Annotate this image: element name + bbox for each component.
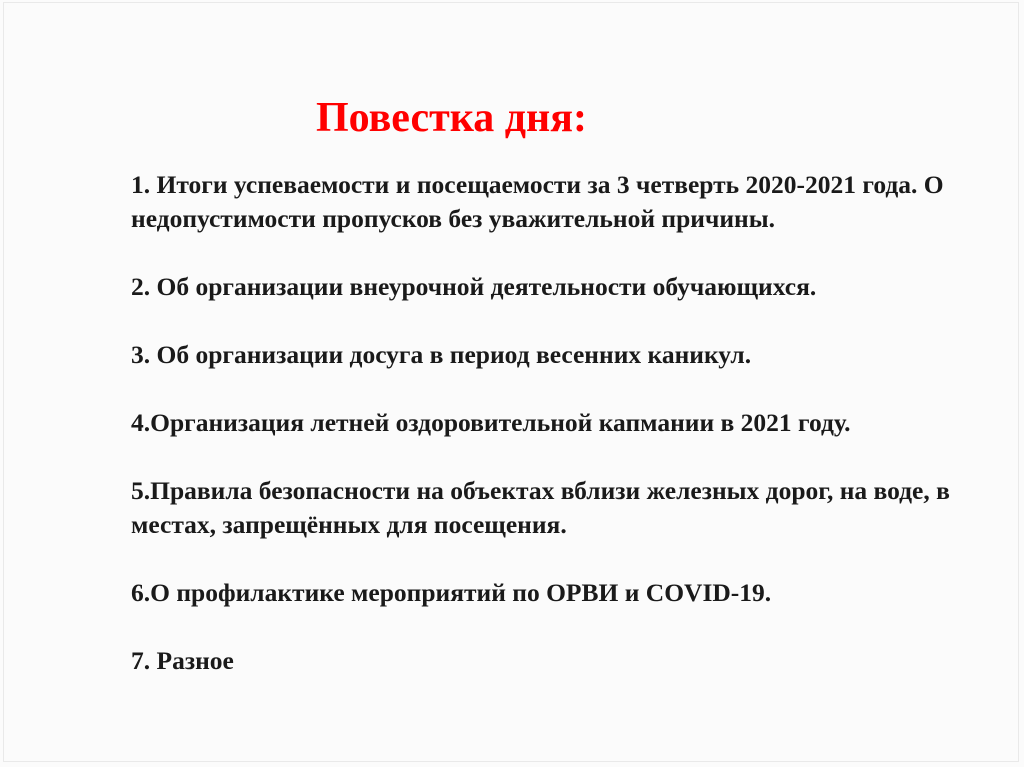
agenda-item-1: 1. Итоги успеваемости и посещаемости за 3 четверть 2020-2021 года. О недопустимости пропусков без уважительной причины.	[131, 170, 944, 233]
agenda-item-5: 5.Правила безопасности на объектах вблизи железных дорог, на воде, в местах, запрещённых для посещения.	[131, 476, 950, 539]
agenda-item-7: 7. Разное	[131, 646, 234, 675]
agenda-item-2: 2. Об организации внеурочной деятельности обучающихся.	[131, 272, 817, 301]
agenda-item-3: 3. Об организации досуга в период весенних каникул.	[131, 340, 752, 369]
agenda-item-4: 4.Организация летней оздоровительной капмании в 2021 году.	[131, 408, 851, 437]
agenda-item-6: 6.О профилактике мероприятий по ОРВИ и COVID-19.	[131, 578, 772, 607]
slide-title: Повестка дня:	[316, 95, 587, 141]
agenda-list	[131, 168, 981, 678]
